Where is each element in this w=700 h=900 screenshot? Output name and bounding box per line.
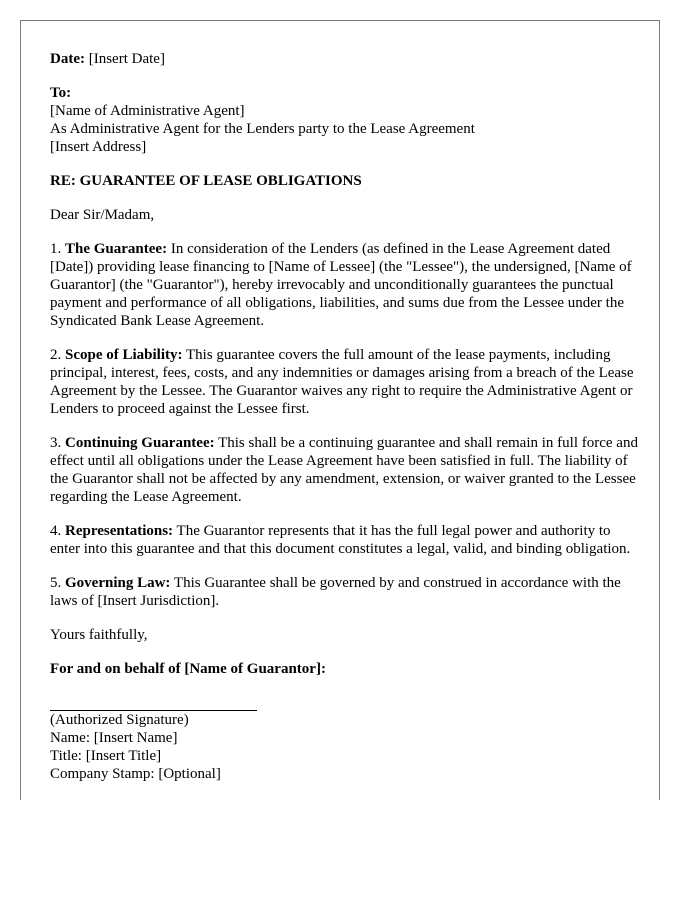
signature-caption: (Authorized Signature): [50, 712, 189, 728]
closing: Yours faithfully,: [50, 627, 148, 643]
subject-line: RE: GUARANTEE OF LEASE OBLIGATIONS: [50, 173, 362, 189]
clause-number: 2.: [50, 347, 62, 363]
letter-page: [20, 20, 660, 800]
clause-5: [50, 574, 640, 610]
to-label: To:: [50, 85, 72, 101]
behalf-line: For and on behalf of [Name of Guarantor]:: [50, 661, 326, 677]
clause-heading: Continuing Guarantee:: [65, 435, 215, 451]
clause-number: 1.: [50, 241, 62, 257]
company-stamp: Company Stamp: [Optional]: [50, 766, 221, 782]
recipient-block: [50, 84, 640, 156]
date-value: [Insert Date]: [88, 51, 165, 67]
clause-text: This shall be a continuing guarantee and shall remain in full force and effect until all obligations under the Lease Agreement have been satisfied in full. The liability of the Guarantor shall not be affected by any amendment, extension, or waiver granted to the Lessee regarding the Lease Agreement.: [50, 435, 638, 505]
clause-text: In consideration of the Lenders (as defined in the Lease Agreement dated [Date]) providing lease financing to [Name of Lessee] (the "Lessee"), the undersigned, [Name of Guarantor] (the "Guarantor"), hereby irrevocably and unconditionally guarantees the punctual payment and performance of all obligations, liabilities, and sums due from the Lessee under the Syndicated Bank Lease Agreement.: [50, 241, 632, 329]
recipient-name: [Name of Administrative Agent]: [50, 103, 245, 119]
clause-text: This guarantee covers the full amount of the lease payments, including principal, interest, fees, costs, and any indemnities or damages arising from a breach of the Lease Agreement by the Lessee. The Guarantor waives any right to require the Administrative Agent or Lenders to proceed against the Lessee first.: [50, 347, 634, 417]
date-label: Date:: [50, 51, 85, 67]
clause-text: The Guarantor represents that it has the full legal power and authority to enter into this guarantee and that this document constitutes a legal, valid, and binding obligation.: [50, 523, 631, 557]
clause-number: 3.: [50, 435, 62, 451]
clause-heading: The Guarantee:: [65, 241, 168, 257]
recipient-address: [Insert Address]: [50, 139, 147, 155]
clause-heading: Governing Law:: [65, 575, 171, 591]
clause-number: 5.: [50, 575, 62, 591]
clause-heading: Representations:: [65, 523, 174, 539]
clause-text: This Guarantee shall be governed by and construed in accordance with the laws of [Insert Jurisdiction].: [50, 575, 621, 609]
salutation: Dear Sir/Madam,: [50, 207, 155, 223]
clause-number: 4.: [50, 523, 62, 539]
clause-1: [50, 240, 640, 330]
recipient-role: As Administrative Agent for the Lenders party to the Lease Agreement: [50, 121, 475, 137]
letter-body: [50, 50, 640, 783]
date-line: [50, 50, 640, 68]
clause-3: [50, 434, 640, 506]
clause-heading: Scope of Liability:: [65, 347, 183, 363]
clause-4: [50, 522, 640, 558]
signatory-title: Title: [Insert Title]: [50, 748, 162, 764]
clause-2: [50, 346, 640, 418]
signatory-name: Name: [Insert Name]: [50, 730, 178, 746]
signature-block: [50, 711, 640, 783]
